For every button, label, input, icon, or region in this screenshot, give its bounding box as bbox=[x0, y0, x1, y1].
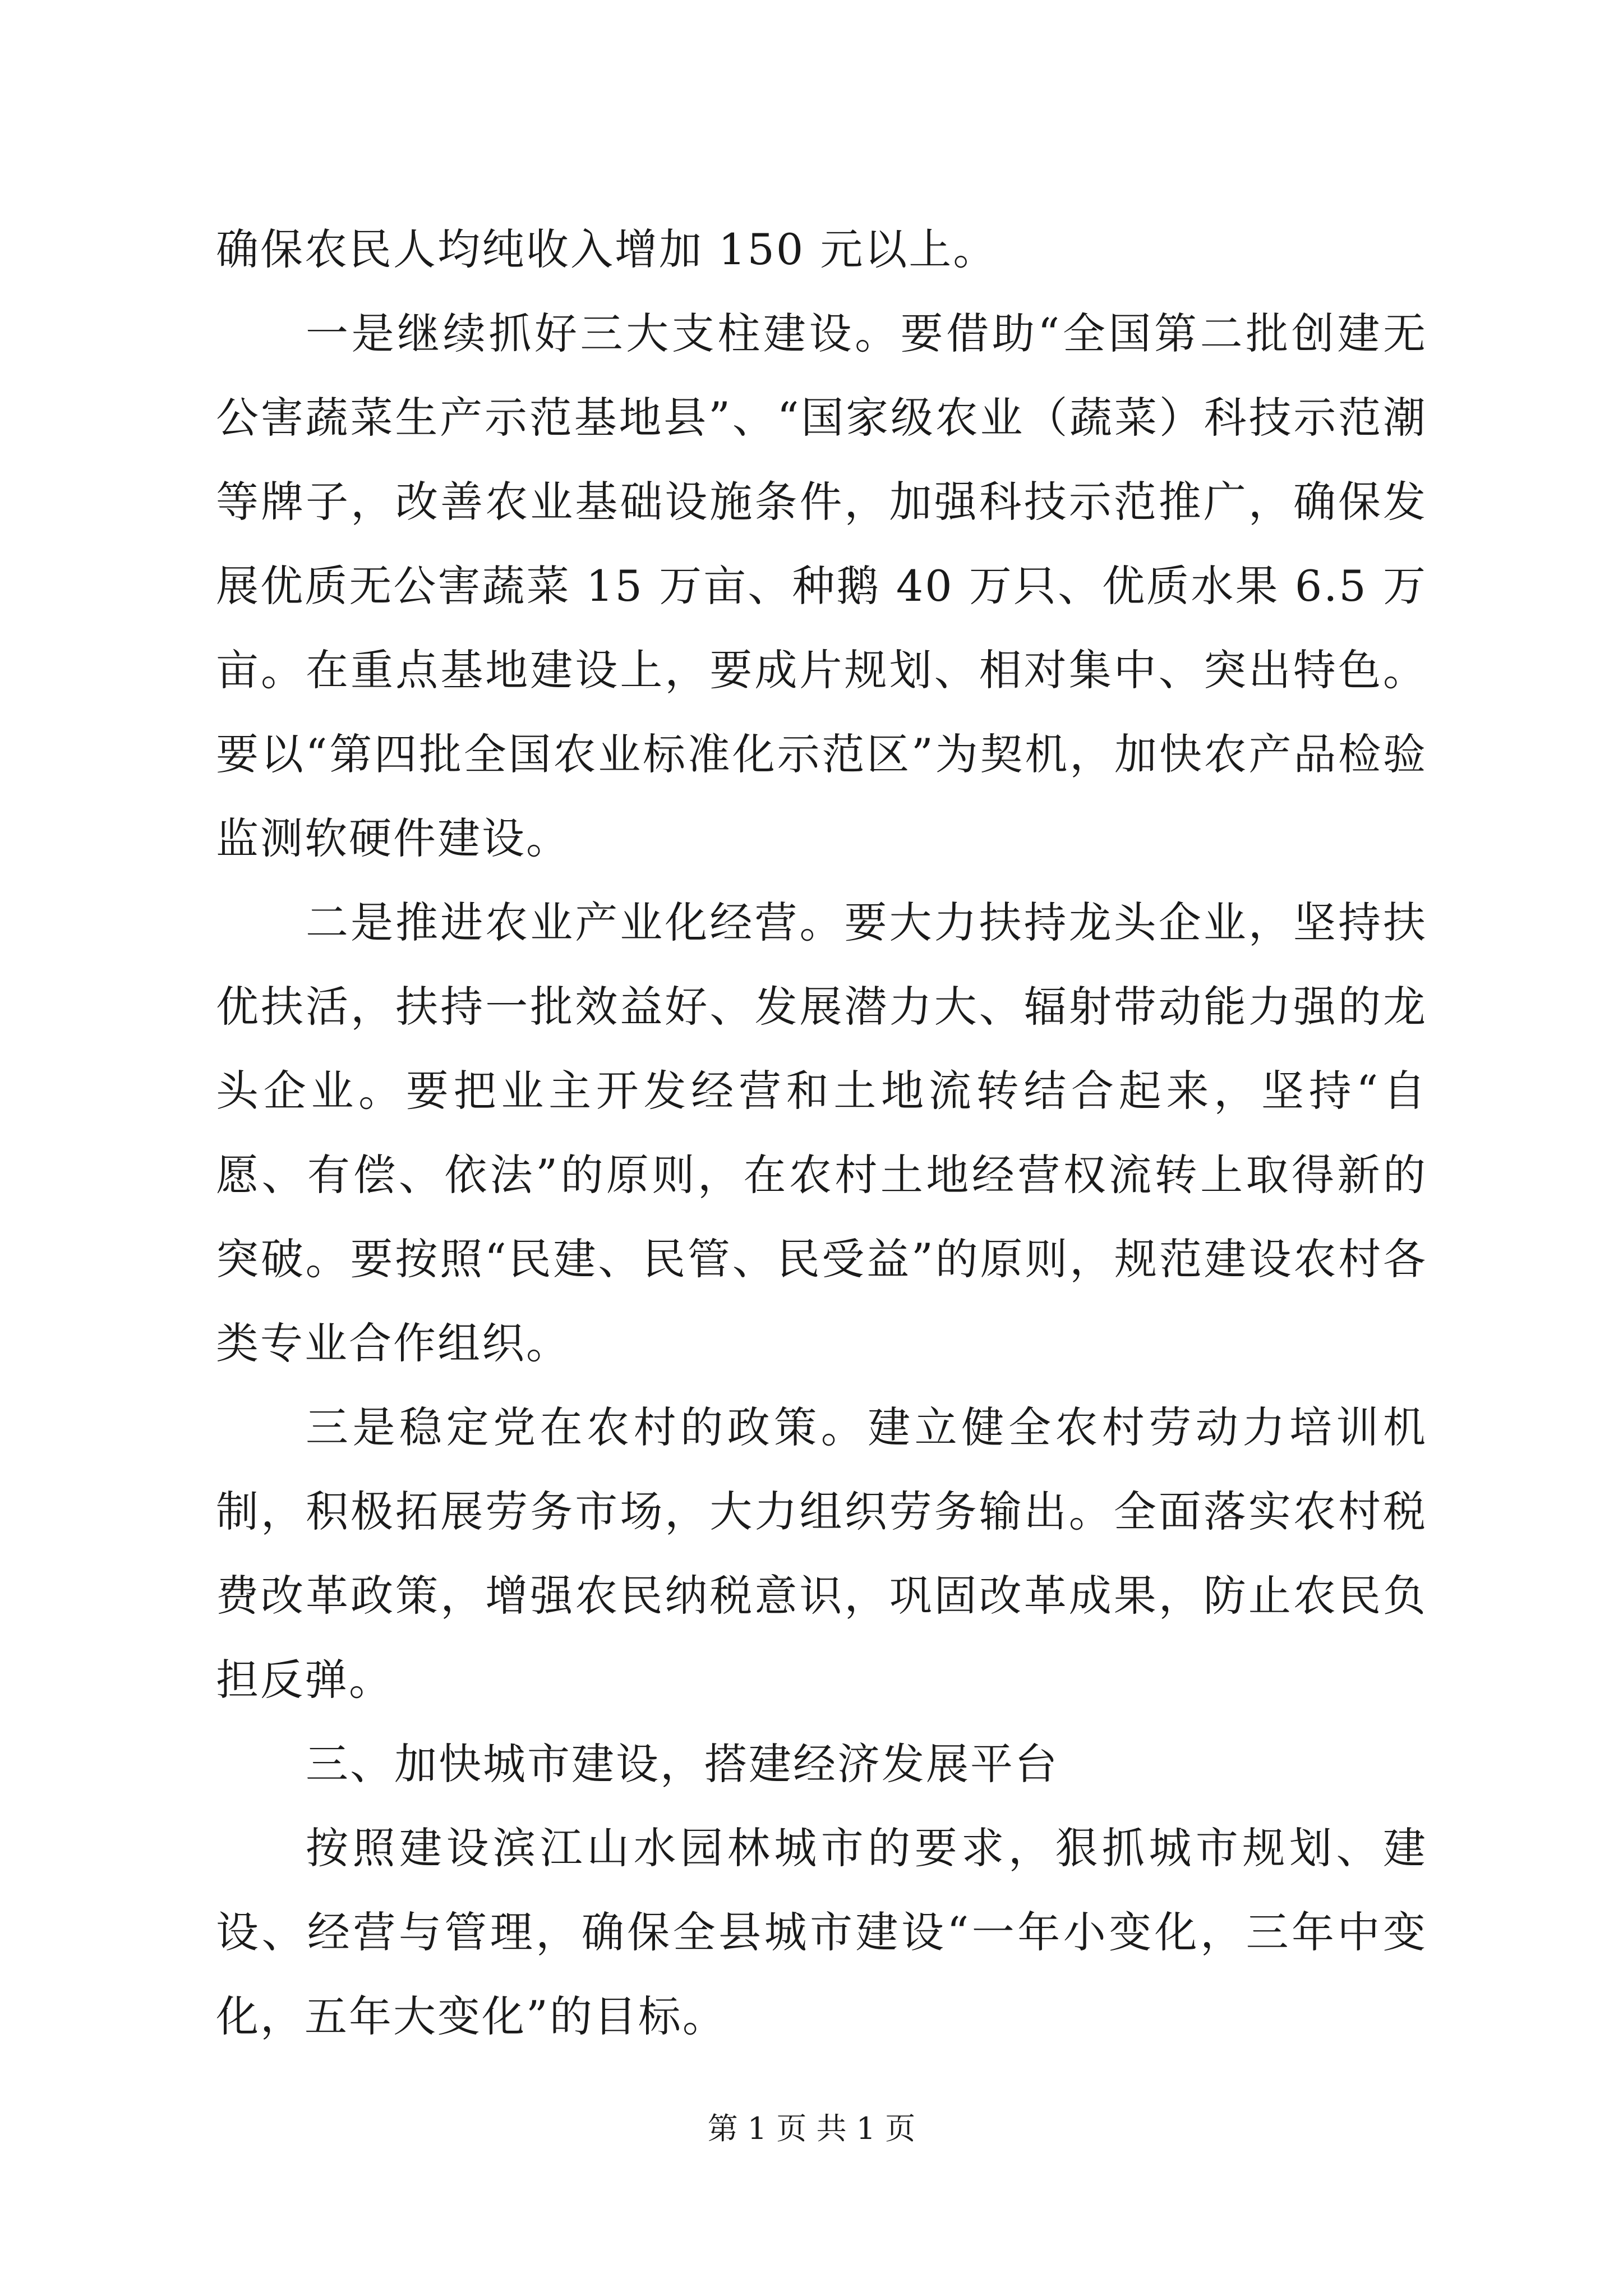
paragraph-urban-goals: 按照建设滨江山水园林城市的要求，狠抓城市规划、建设、经营与管理，确保全县城市建设“一年小变化，三年中变化，五年大变化”的目标。 bbox=[216, 1823, 1427, 2041]
paragraph-income-target: 确保农民人均纯收入增加 150 元以上。 bbox=[216, 224, 998, 274]
paragraph-pillar-industries: 一是继续抓好三大支柱建设。要借助“全国第二批创建无公害蔬菜生产示范基地县”、“国家级农业（蔬菜）科技示范潮等牌子，改善农业基础设施条件，加强科技示范推广，确保发展优质无公害蔬菜 15 万亩、种鹅 40 万只、优质水果 6.5 万亩。在重点基地建设上，要成片规划、相对集中、突出特色。要以“第四批全国农业标准化示范区”为契机，加快农产品检验监测软硬件建设。 bbox=[216, 309, 1427, 863]
page-footer: 第 1 页 共 1 页 bbox=[707, 2111, 916, 2146]
paragraph-rural-policy: 三是稳定党在农村的政策。建立健全农村劳动力培训机制，积极拓展劳务市场，大力组织劳务输出。全面落实农村税费改革政策，增强农民纳税意识，巩固改革成果，防止农民负担反弹。 bbox=[216, 1402, 1427, 1705]
section-heading-urban-construction: 三、加快城市建设，搭建经济发展平台 bbox=[306, 1739, 1059, 1789]
document-body bbox=[216, 208, 1427, 2059]
paragraph-industrialization: 二是推进农业产业化经营。要大力扶持龙头企业，坚持扶优扶活，扶持一批效益好、发展潜力大、辐射带动能力强的龙头企业。要把业主开发经营和土地流转结合起来，坚持“自愿、有偿、依法”的原则，在农村土地经营权流转上取得新的突破。要按照“民建、民管、民受益”的原则，规范建设农村各类专业合作组织。 bbox=[216, 898, 1427, 1368]
